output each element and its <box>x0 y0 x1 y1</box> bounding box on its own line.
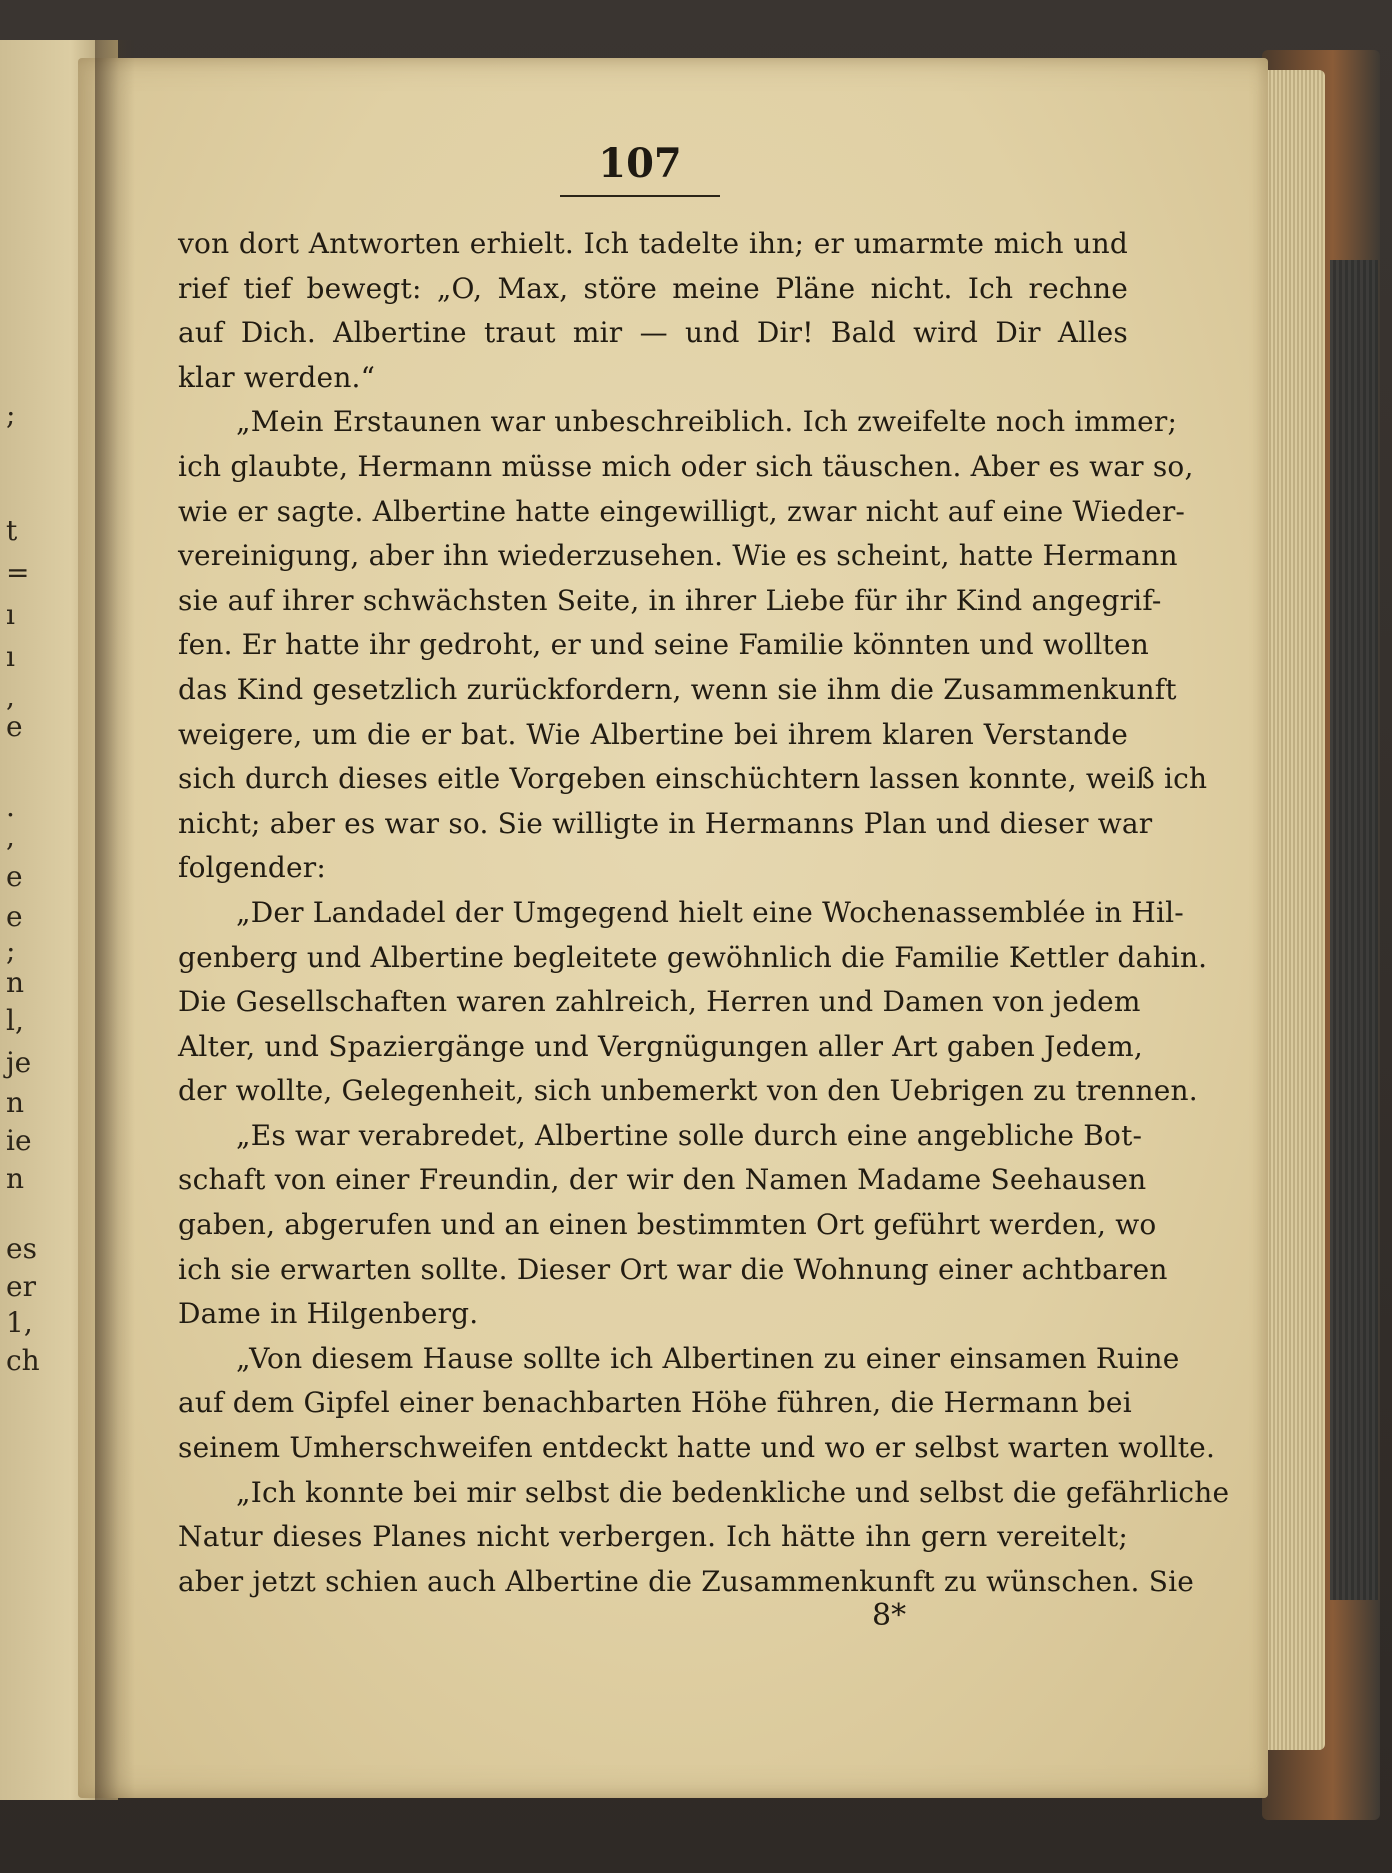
fragment-char: 1, <box>6 1306 33 1339</box>
header-rule <box>560 195 720 197</box>
text-line: das Kind gesetzlich zurückfordern, wenn sie ihm die Zusammenkunft <box>178 672 1177 706</box>
fragment-char: e <box>6 860 23 893</box>
text-line: schaft von einer Freundin, der wir den Namen Madame Seehausen <box>178 1163 1147 1197</box>
text-line: sich durch dieses eitle Vorgeben einschüchtern lassen konnte, weiß ich <box>178 762 1208 796</box>
fragment-char: n <box>6 966 25 999</box>
signature-mark: 8* <box>872 1598 907 1633</box>
book-cover-cloth <box>1330 260 1378 1600</box>
fragment-char: = <box>6 556 30 589</box>
text-line: gaben, abgerufen und an einen bestimmten Ort geführt werden, wo <box>178 1208 1157 1242</box>
text-line: auf Dich. Albertine traut mir — und Dir! Bald wird Dir Alles <box>178 316 1128 350</box>
spine-shadow <box>95 40 135 1800</box>
text-line: folgender: <box>178 851 327 885</box>
text-line: fen. Er hatte ihr gedroht, er und seine Familie könnten und wollten <box>178 628 1149 662</box>
text-line: von dort Antworten erhielt. Ich tadelte ihn; er umarmte mich und <box>178 227 1128 260</box>
text-line: auf dem Gipfel einer benachbarten Höhe führen, die Hermann bei <box>178 1386 1132 1420</box>
fragment-char: er <box>6 1270 36 1303</box>
fragment-char: es <box>6 1232 37 1265</box>
fragment-char: ch <box>6 1344 40 1377</box>
fragment-char: e <box>6 900 23 933</box>
text-line: Die Gesellschaften waren zahlreich, Herren und Damen von jedem <box>178 985 1141 1019</box>
fragment-char: ; <box>6 934 16 967</box>
fragment-char: n <box>6 1086 25 1119</box>
fragment-char: ı <box>6 598 15 631</box>
fragment-char: ı <box>6 640 15 673</box>
fragment-char: , <box>6 820 15 853</box>
fragment-char: n <box>6 1162 25 1195</box>
text-line: klar werden.“ <box>178 360 376 394</box>
text-line: „Der Landadel der Umgegend hielt eine Wochenassemblée in Hil- <box>236 895 1184 929</box>
text-line: ich sie erwarten sollte. Dieser Ort war die Wohnung einer achtbaren <box>178 1252 1168 1286</box>
text-line: weigere, um die er bat. Wie Albertine bei ihrem klaren Verstande <box>178 717 1128 751</box>
text-line: „Ich konnte bei mir selbst die bedenkliche und selbst die gefährliche <box>236 1475 1230 1509</box>
text-line: rief tief bewegt: „O, Max, störe meine Pläne nicht. Ich rechne <box>178 271 1128 305</box>
text-line: nicht; aber es war so. Sie willigte in Hermanns Plan und dieser war <box>178 806 1153 840</box>
text-line: der wollte, Gelegenheit, sich unbemerkt von den Uebrigen zu trennen. <box>178 1074 1198 1108</box>
text-line: genberg und Albertine begleitete gewöhnlich die Familie Kettler dahin. <box>178 940 1208 974</box>
text-line: aber jetzt schien auch Albertine die Zusammenkunft zu wünschen. Sie <box>178 1564 1194 1598</box>
fragment-char: je <box>6 1046 32 1079</box>
fragment-char: ; <box>6 398 16 431</box>
text-line: vereinigung, aber ihn wiederzusehen. Wie es scheint, hatte Hermann <box>178 539 1178 573</box>
fragment-char: ie <box>6 1124 32 1157</box>
text-line: „Mein Erstaunen war unbeschreiblich. Ich zweifelte noch immer; <box>236 405 1178 439</box>
facing-page-fragments <box>0 0 40 1873</box>
text-line: sie auf ihrer schwächsten Seite, in ihrer Liebe für ihr Kind angegrif- <box>178 583 1162 617</box>
text-line: „Es war verabredet, Albertine solle durch eine angebliche Bot- <box>236 1118 1143 1152</box>
fragment-char: . <box>6 790 15 823</box>
text-line: Alter, und Spaziergänge und Vergnügungen aller Art gaben Jedem, <box>178 1029 1144 1063</box>
page-number: 107 <box>598 140 682 187</box>
text-line: seinem Umherschweifen entdeckt hatte und wo er selbst warten wollte. <box>178 1431 1216 1465</box>
fragment-char: t <box>6 514 18 547</box>
text-line: ich glaubte, Hermann müsse mich oder sich täuschen. Aber es war so, <box>178 449 1194 483</box>
text-line: „Von diesem Hause sollte ich Albertinen zu einer einsamen Ruine <box>236 1341 1180 1375</box>
text-line: Natur dieses Planes nicht verbergen. Ich hätte ihn gern vereitelt; <box>178 1520 1128 1554</box>
text-line: Dame in Hilgenberg. <box>178 1297 479 1331</box>
fragment-char: , <box>6 680 15 713</box>
text-line: wie er sagte. Albertine hatte eingewilligt, zwar nicht auf eine Wieder- <box>178 494 1186 528</box>
fragment-char: l, <box>6 1004 24 1037</box>
fragment-char: e <box>6 710 23 743</box>
body-text <box>178 222 1230 1604</box>
